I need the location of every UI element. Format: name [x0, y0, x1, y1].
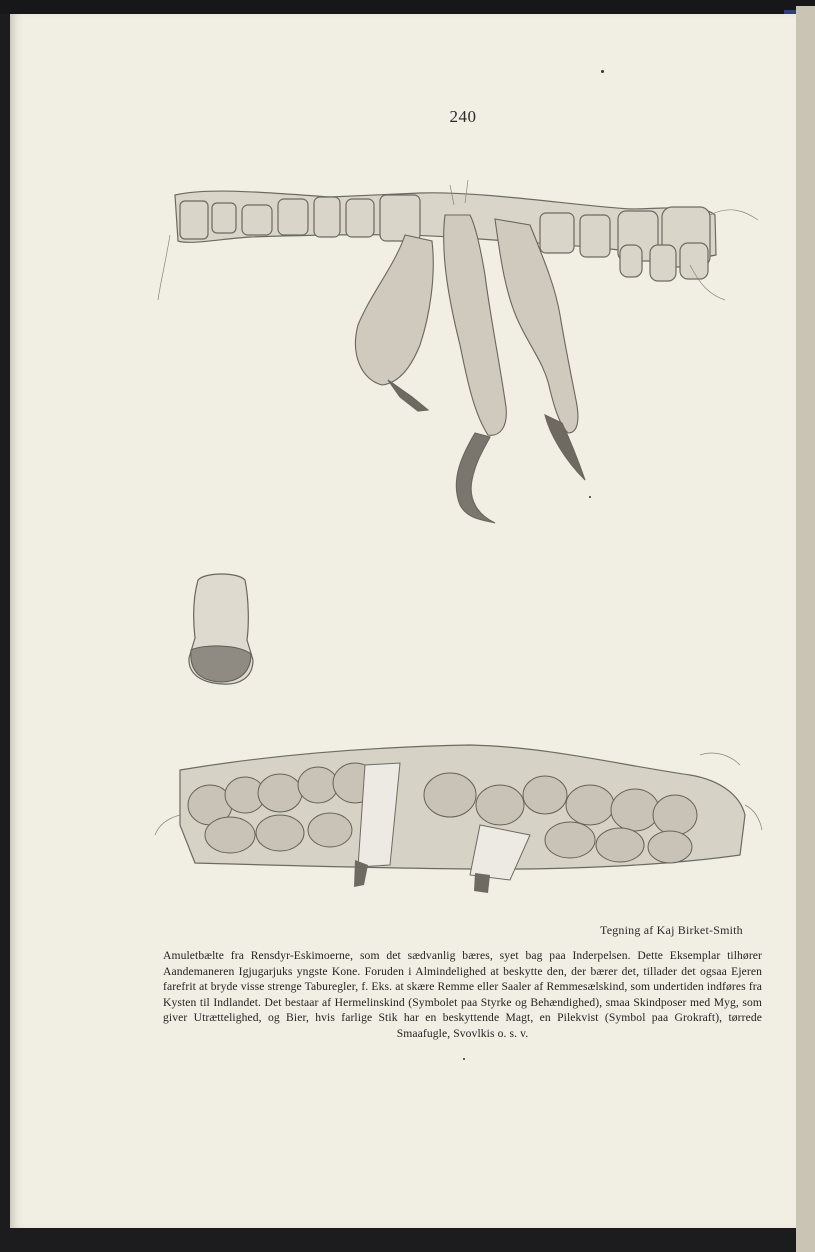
scan-top-border [0, 0, 815, 14]
skin-pouch-illustration [183, 570, 263, 690]
figure-caption: Amuletbælte fra Rensdyr-Eskimoerne, som det sædvanlig bæres, syet bag paa Inderpelsen. Dette Eksemplar tilhører Aandemaneren Igjugarjuks yngste Kone. Foruden i Almindelighed at beskytte den, der bærer det, tillader det ogsaa Ejeren farefrit at bryde visse strenge Taburegler, f. Eks. at skære Remme eller Saaler af Remmesælskind, som undertiden indføres fra Kysten til Indlandet. Det bestaar af Hermelinskind (Symbolet paa Styrke og Behændighed), smaa Skindposer med Myg, som giver Utrættelighed, og Bier, hvis farlige Stik har en beskyttende Magt, en Pilekvist (Symbol paa Grokraft), tørrede Smaafugle, Svovlkis o. s. v. [163, 949, 762, 1040]
belt-with-ermine-illustration [150, 175, 765, 535]
page-number: 240 [449, 107, 477, 126]
scan-speck [589, 496, 591, 498]
illustration-credit: Tegning af Kaj Birket-Smith [600, 923, 743, 937]
amulet-belt-illustration [150, 735, 765, 905]
scan-speck [601, 70, 604, 73]
scan-speck [463, 1058, 465, 1060]
page-stack-edge [796, 6, 815, 1252]
